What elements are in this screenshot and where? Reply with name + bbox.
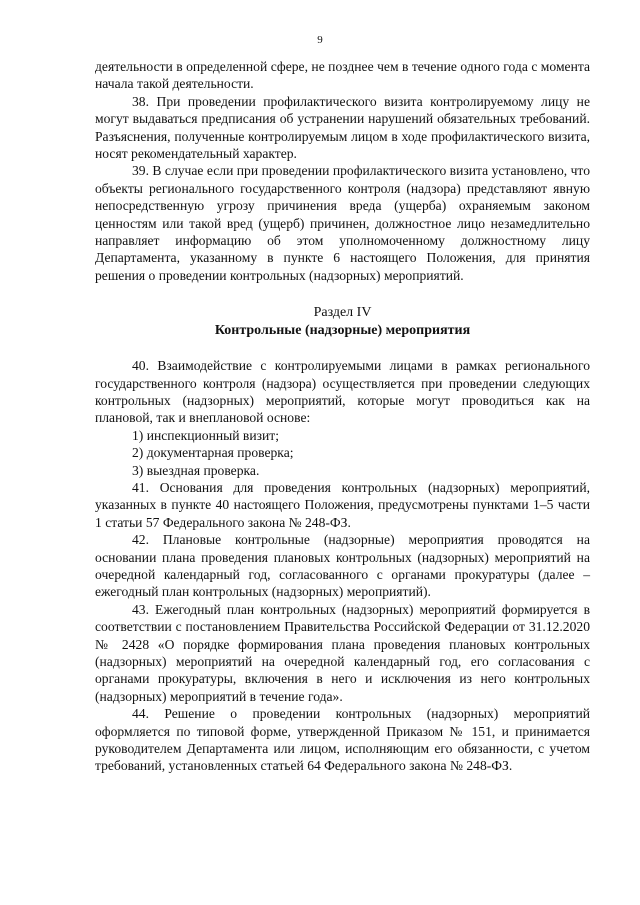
list-item-2: 2) документарная проверка; [132, 445, 294, 461]
section-number: Раздел IV [313, 305, 372, 321]
paragraph-40: 40. Взаимодействие с контролируемыми лицами в рамках регионального государственного контроля (надзора) осуществляется при проведении следующих контрольных (надзорных) мероприятий, которые могут проводиться как на плановой, так и внеплановой основе: [95, 358, 590, 426]
paragraph-continuation: деятельности в определенной сфере, не позднее чем в течение одного года с момента начала такой деятельности. [95, 59, 590, 92]
paragraph-42: 42. Плановые контрольные (надзорные) мероприятия проводятся на основании плана проведения плановых контрольных (надзорных) мероприятий на очередной календарный год, согласованного с органами прокуратуры (далее – ежегодный план контрольных (надзорных) мероприятий). [95, 532, 590, 600]
paragraph-44: 44. Решение о проведении контрольных (надзорных) мероприятий оформляется по типовой форме, утвержденной Приказом № 151, и принимается руководителем Департамента или лицом, исполняющим его обязанности, с учетом требований, установленных статьей 64 Федерального закона № 248-ФЗ. [95, 706, 590, 774]
list-item-3: 3) выездная проверка. [132, 462, 260, 478]
list-item-1: 1) инспекционный визит; [132, 427, 279, 443]
document-body [95, 58, 590, 775]
section-title: Контрольные (надзорные) мероприятия [214, 322, 471, 338]
page-number: 9 [317, 34, 323, 46]
paragraph-41: 41. Основания для проведения контрольных (надзорных) мероприятий, указанных в пункте 40 настоящего Положения, предусмотрены пунктами 1–5 части 1 статьи 57 Федерального закона № 248-ФЗ. [95, 479, 590, 530]
paragraph-43: 43. Ежегодный план контрольных (надзорных) мероприятий формируется в соответствии с постановлением Правительства Российской Федерации от 31.12.2020 № 2428 «О порядке формирования плана проведения плановых контрольных (надзорных) мероприятий на очередной календарный год, его согласования с органами прокуратуры, включения в него и исключения из него контрольных (надзорных) мероприятий в течение года». [95, 601, 590, 704]
section-heading [95, 304, 590, 339]
paragraph-39: 39. В случае если при проведении профилактического визита установлено, что объекты регионального государственного контроля (надзора) представляют явную непосредственную угрозу причинения вреда (ущерба) охраняемым законом ценностям или такой вред (ущерб) причинен, должностное лицо незамедлительно направляет информацию об этом уполномоченному должностному лицу Департамента, указанному в пункте 6 настоящего Положения, для принятия решения о проведении контрольных (надзорных) мероприятий. [95, 163, 590, 283]
paragraph-38: 38. При проведении профилактического визита контролируемому лицу не могут выдаваться предписания об устранении нарушений обязательных требований. Разъяснения, полученные контролируемым лицом в ходе профилактического визита, носят рекомендательный характер. [95, 93, 590, 162]
